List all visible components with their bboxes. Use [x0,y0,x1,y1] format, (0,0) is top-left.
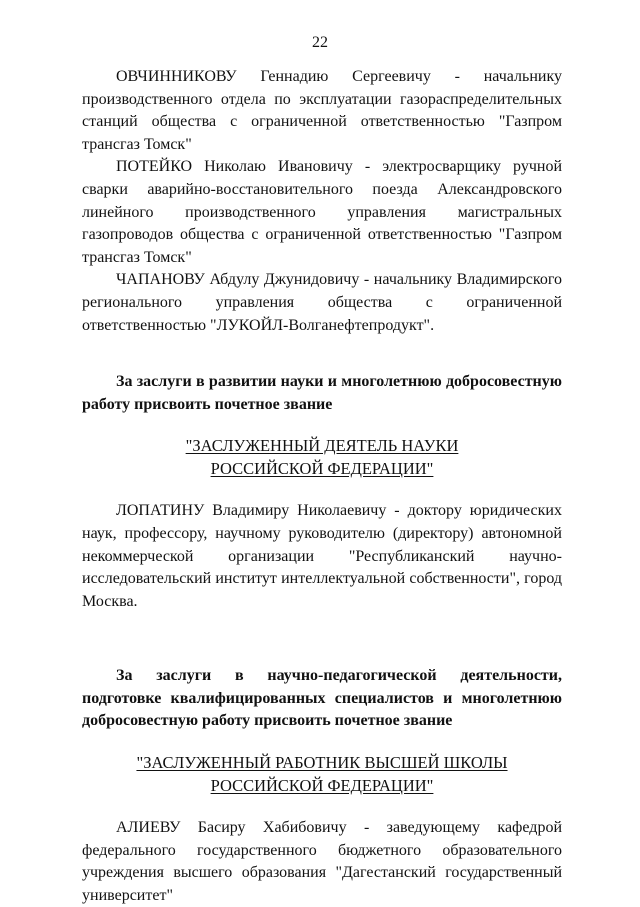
awardee-position: - начальнику производственного отдела по эксплуатации газораспределительных станций общества с ограниченной ответственностью "Газпром трансгаз Томск" [82,68,562,153]
spacer [82,613,562,665]
spacer [82,480,562,500]
section-heading-science: За заслуги в развитии науки и многолетнюю добросовестную работу присвоить почетное звание [82,373,562,413]
spacer [82,337,562,371]
awardee-paragraph [82,156,562,269]
section-heading-education: За заслуги в научно-педагогической деятельности, подготовке квалифицированных специалистов и многолетнюю добросовестную работу присвоить почетное звание [82,667,562,730]
spacer [82,797,562,817]
honorary-title-line: РОССИЙСКОЙ ФЕДЕРАЦИИ" [210,459,434,479]
spacer [82,416,562,434]
awardee-position: - начальнику Владимирского регионального управления общества с ограниченной ответственностью "ЛУКОЙЛ-Волганефтепродукт". [82,271,563,334]
awardee-name: ЛОПАТИНУ Владимиру Николаевичу [116,502,387,520]
page-number: 22 [312,34,328,51]
honorary-title-science [82,434,562,480]
awardee-name: АЛИЕВУ Басиру Хабибовичу [116,819,347,837]
honorary-title-line: "ЗАСЛУЖЕННЫЙ РАБОТНИК ВЫСШЕЙ ШКОЛЫ [136,753,508,773]
honorary-title-education [82,751,562,797]
spacer [82,733,562,751]
awardee-name: ОВЧИННИКОВУ Геннадию Сергеевичу [116,68,431,85]
awardee-paragraph [82,500,562,613]
awardee-position: - электросварщику ручной сварки аварийно-восстановительного поезда Александровского линейного производственного управления магистральных газопроводов общества с ограниченной ответственностью "Газпром трансгаз Томск" [82,158,563,266]
honorary-title-line: РОССИЙСКОЙ ФЕДЕРАЦИИ" [210,776,434,796]
awardee-paragraph [82,66,562,156]
awardee-paragraph [82,269,562,337]
honorary-title-line: "ЗАСЛУЖЕННЫЙ ДЕЯТЕЛЬ НАУКИ [185,436,459,456]
awardee-paragraph [82,817,562,907]
awardee-position: - доктору юридических наук, профессору, научному руководителю (директору) автономной некоммерческой организации "Республиканский научно-исследовательский институт интеллектуальной собственности", город Москва. [82,502,562,610]
awardee-position: - заведующему кафедрой федерального государственного бюджетного образовательного учреждения высшего образования "Дагестанский государственный университет" [82,819,563,904]
awardee-name: ПОТЕЙКО Николаю Ивановичу [116,158,353,176]
document-body [82,66,562,907]
awardee-name: ЧАПАНОВУ Абдулу Джунидовичу [116,271,360,289]
